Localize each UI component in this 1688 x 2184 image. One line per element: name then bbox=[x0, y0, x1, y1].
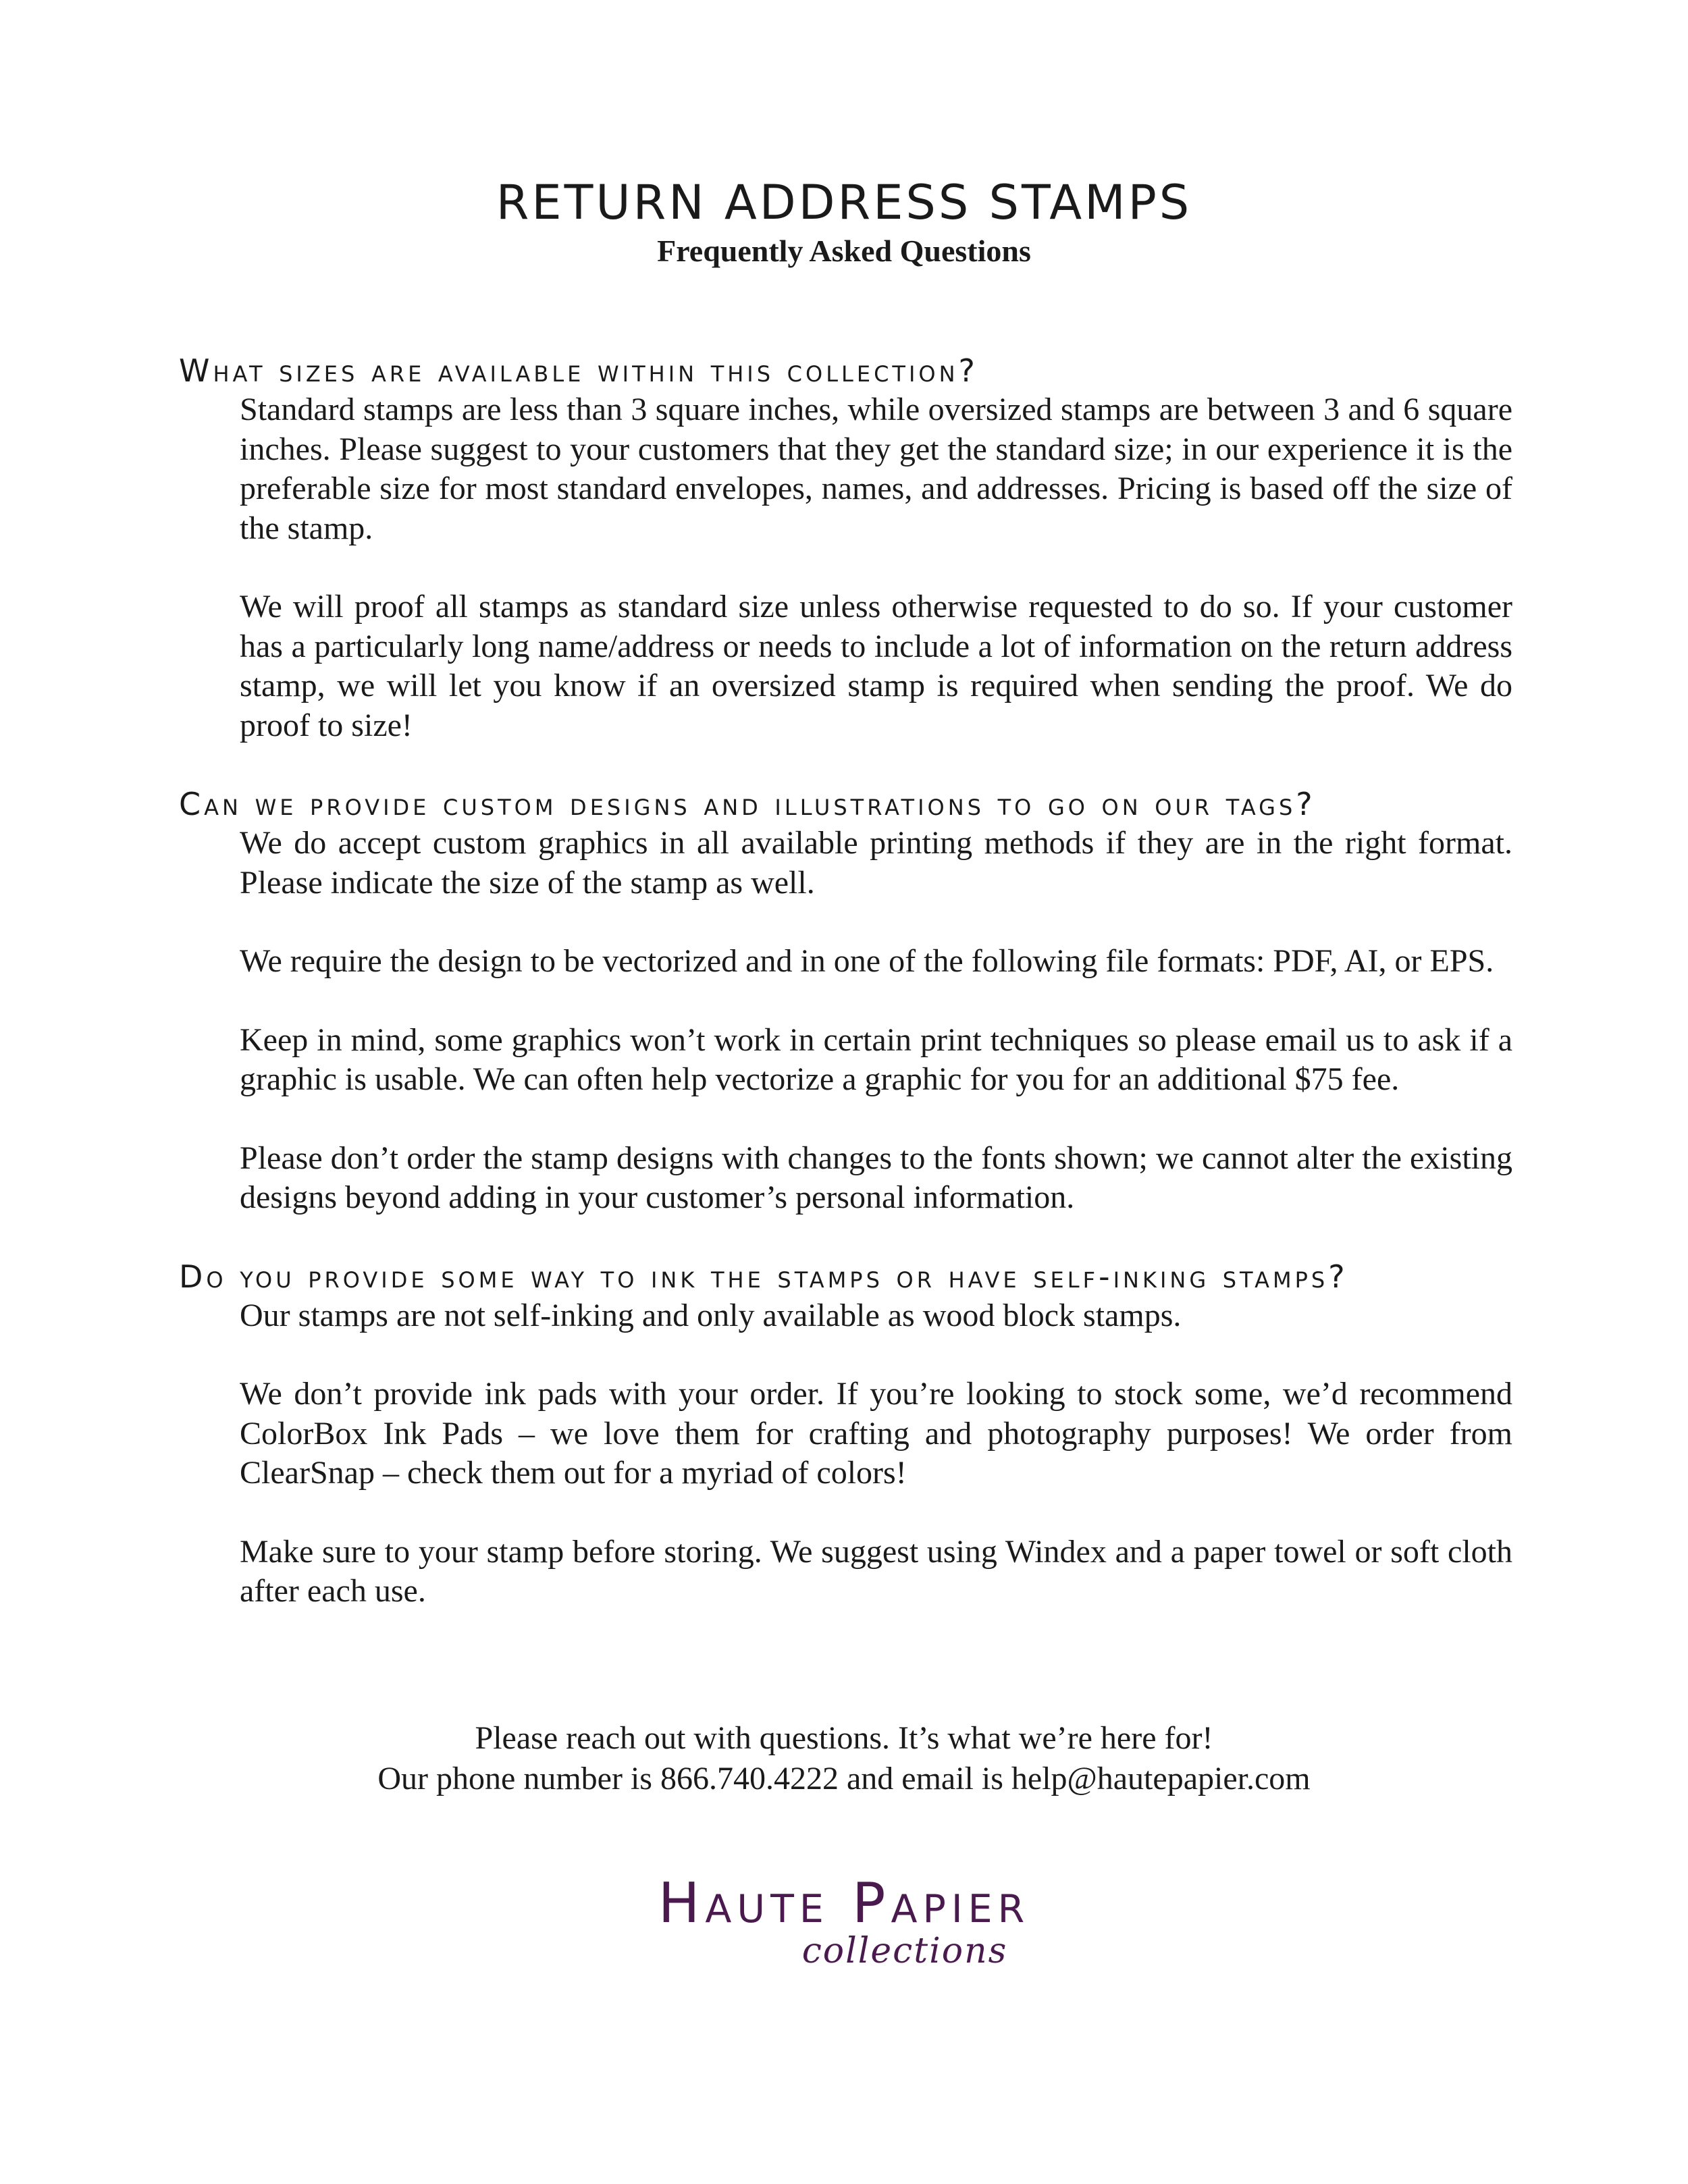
answer-paragraph: Please don’t order the stamp designs with changes to the fonts shown; we cannot alter the existing designs beyond adding in your customer’s personal information. bbox=[240, 1140, 1512, 1215]
brand-logo bbox=[0, 1871, 1688, 1971]
answer-paragraph: Keep in mind, some graphics won’t work in certain print techniques so please email us to ask if a graphic is usable. We can often help vectorize a graphic for you for an additional $75 fee. bbox=[240, 1021, 1512, 1097]
faq-answer bbox=[240, 390, 1512, 745]
closing-line: Please reach out with questions. It’s what we’re here for! bbox=[475, 1720, 1213, 1756]
page-subtitle: Frequently Asked Questions bbox=[657, 234, 1031, 268]
faq-answer bbox=[240, 1296, 1512, 1612]
page-title: RETURN ADDRESS STAMPS bbox=[496, 175, 1192, 230]
faq-question: Can we provide custom designs and illustrations to go on our tags? bbox=[179, 786, 1316, 822]
answer-paragraph: We do accept custom graphics in all available printing methods if they are in the right format. Please indicate the size of the stamp as well. bbox=[240, 825, 1512, 901]
answer-paragraph: We require the design to be vectorized and in one of the following file formats: PDF, AI, or EPS. bbox=[240, 943, 1494, 979]
answer-paragraph: Make sure to your stamp before storing. We suggest using Windex and a paper towel or soft cloth after each use. bbox=[240, 1533, 1512, 1609]
logo-tagline: collections bbox=[801, 1931, 1008, 1971]
answer-paragraph: Our stamps are not self-inking and only available as wood block stamps. bbox=[240, 1297, 1182, 1333]
contact-line: Our phone number is 866.740.4222 and email is help@hautepapier.com bbox=[377, 1761, 1311, 1796]
answer-paragraph: Standard stamps are less than 3 square inches, while oversized stamps are between 3 and 6 square inches. Please suggest to your customers that they get the standard size; in our experience it is the preferable size for most standard envelopes, names, and addresses. Pricing is based off the size of the stamp. bbox=[240, 392, 1512, 546]
faq-answer bbox=[240, 824, 1512, 1218]
logo-wordmark: Haute Papier bbox=[658, 1871, 1030, 1936]
faq-section-custom-designs bbox=[179, 784, 1512, 1218]
faq-section-sizes bbox=[179, 351, 1512, 745]
answer-paragraph: We don’t provide ink pads with your order. If you’re looking to stock some, we’d recommend ColorBox Ink Pads – we love them for crafting and photography purposes! We order from ClearSnap – check them out for a myriad of colors! bbox=[240, 1376, 1512, 1491]
faq-list bbox=[179, 351, 1512, 1612]
faq-section-ink bbox=[179, 1257, 1512, 1612]
faq-question: Do you provide some way to ink the stamps or have self-inking stamps? bbox=[179, 1258, 1348, 1295]
faq-question: What sizes are available within this collection? bbox=[179, 352, 978, 389]
answer-paragraph: We will proof all stamps as standard size unless otherwise requested to do so. If your customer has a particularly long name/address or needs to include a lot of information on the return address stamp, we will let you know if an oversized stamp is required when sending the proof. We do proof to size! bbox=[240, 589, 1512, 743]
closing-contact bbox=[0, 1718, 1688, 1799]
